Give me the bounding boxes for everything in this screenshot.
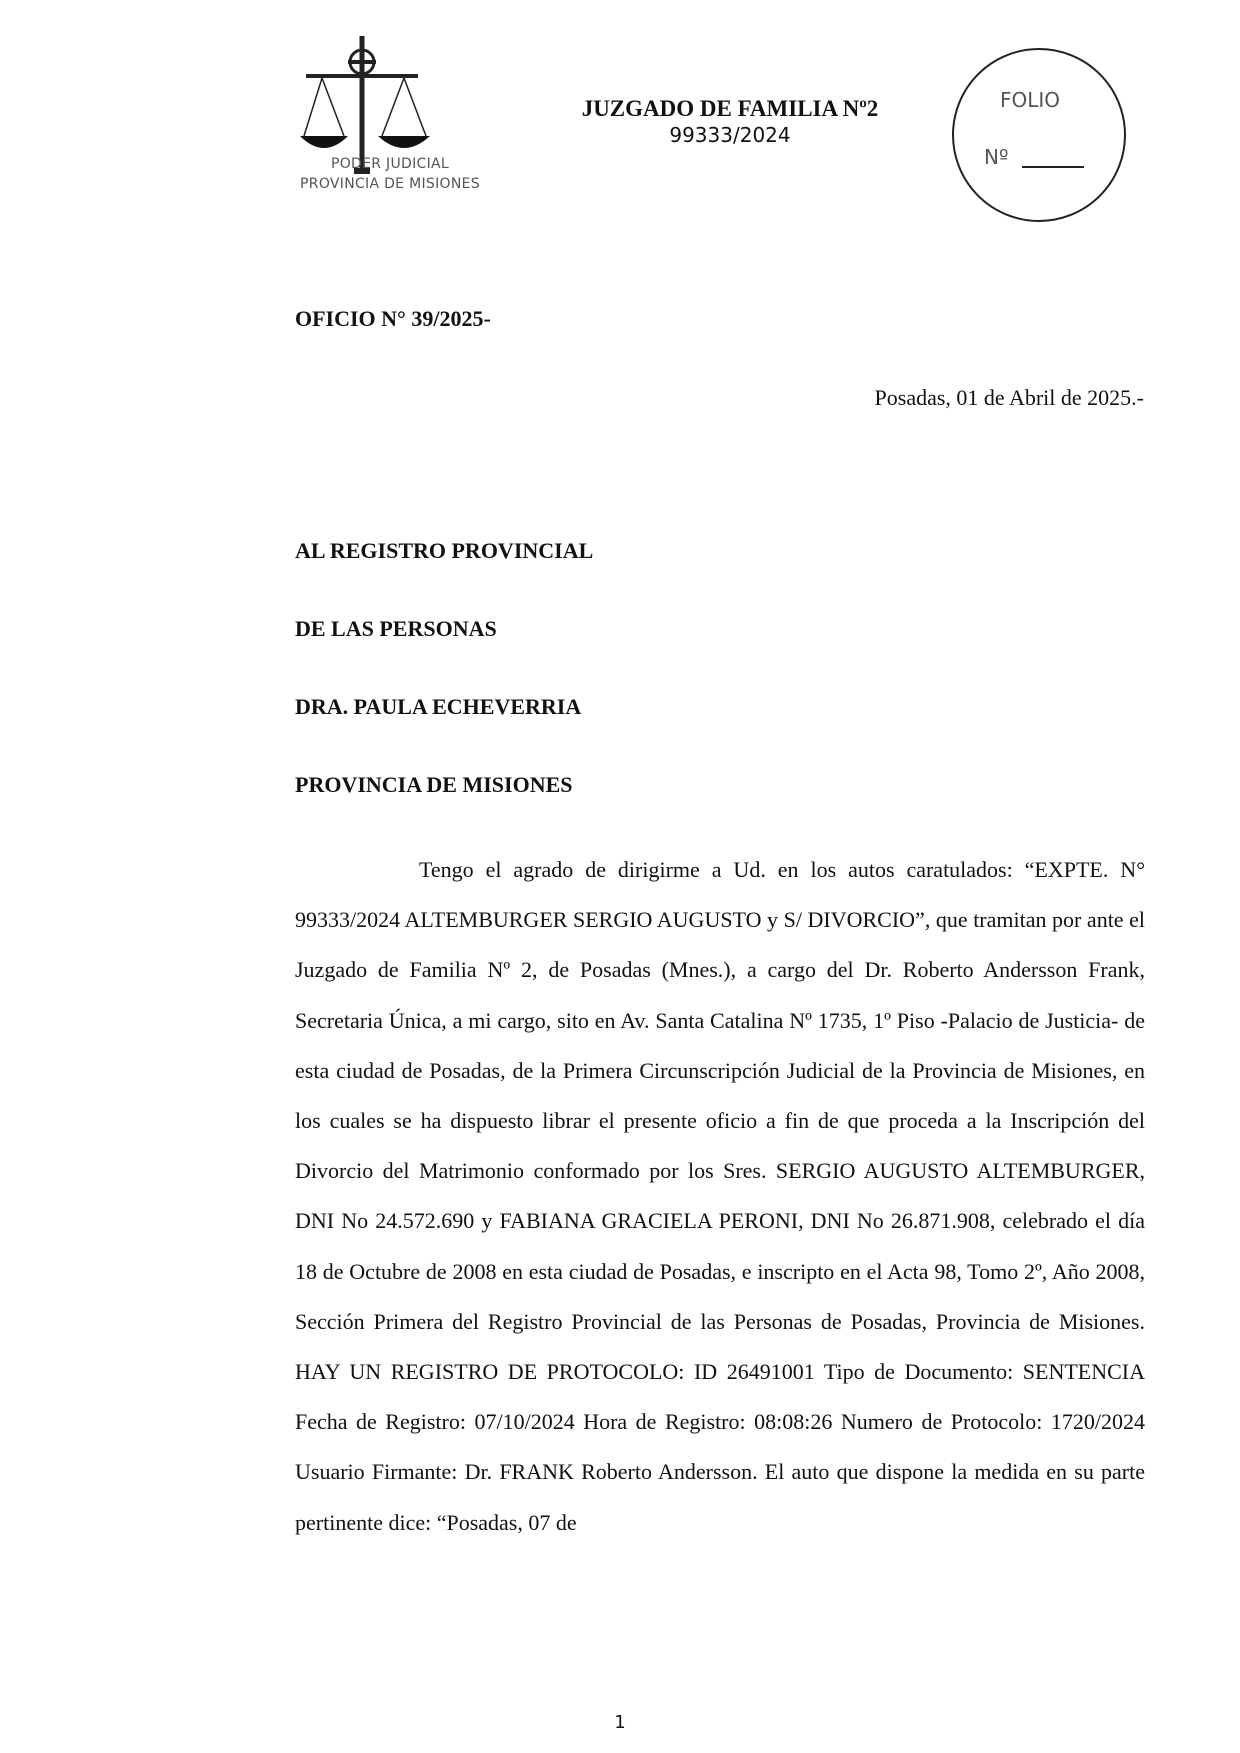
body-paragraph: Tengo el agrado de dirigirme a Ud. en los autos caratulados: “EXPTE. N° 99333/2024 ALTEMBURGER SERGIO AUGUSTO y S/ DIVORCIO”, que tramitan por ante el Juzgado de Familia Nº 2, de Posadas (Mnes.), a cargo del Dr. Roberto Andersson Frank, Secretaria Única, a mi cargo, sito en Av. Santa Catalina Nº 1735, 1º Piso -Palacio de Justicia- de esta ciudad de Posadas, de la Primera Circunscripción Judicial de la Provincia de Misiones, en los cuales se ha dispuesto librar el presente oficio a fin de que proceda a la Inscripción del Divorcio del Matrimonio conformado por los Sres. SERGIO AUGUSTO ALTEMBURGER, DNI No 24.572.690 y FABIANA GRACIELA PERONI, DNI No 26.871.908, celebrado el día 18 de Octubre de 2008 en esta ciudad de Posadas, e inscripto en el Acta 98, Tomo 2º, Año 2008, Sección Primera del Registro Provincial de las Personas de Posadas, Provincia de Misiones. HAY UN REGISTRO DE PROTOCOLO: ID 26491001 Tipo de Documento: SENTENCIA Fecha de Registro: 07/10/2024 Hora de Registro: 08:08:26 Numero de Protocolo: 1720/2024 Usuario Firmante: Dr. FRANK Roberto Andersson. El auto que dispone la medida en su parte pertinente dice: “Posadas, 07 de xyxy=(295,857,1145,1535)
court-name: JUZGADO DE FAMILIA Nº2 xyxy=(581,96,879,121)
logo-line-2: PROVINCIA DE MISIONES xyxy=(300,176,480,192)
court-header xyxy=(520,95,940,147)
date-line: Posadas, 01 de Abril de 2025.- xyxy=(874,385,1144,410)
page-number: 1 xyxy=(614,1712,626,1733)
folio-number-label: Nº xyxy=(984,145,1009,169)
folio-stamp xyxy=(952,48,1126,222)
folio-label: FOLIO xyxy=(1000,88,1061,112)
stamp-ring xyxy=(952,48,1126,222)
case-number: 99333/2024 xyxy=(669,122,791,147)
judicial-logo xyxy=(300,28,520,218)
addressee-line: DRA. PAULA ECHEVERRIA xyxy=(295,694,582,719)
addressee-line: PROVINCIA DE MISIONES xyxy=(295,772,573,797)
logo-line-1: PODER JUDICIAL xyxy=(330,156,450,172)
addressee-line: DE LAS PERSONAS xyxy=(295,616,497,641)
addressee-line: AL REGISTRO PROVINCIAL xyxy=(295,538,594,563)
folio-number-blank xyxy=(1022,166,1084,168)
oficio-number: OFICIO N° 39/2025- xyxy=(295,306,491,331)
